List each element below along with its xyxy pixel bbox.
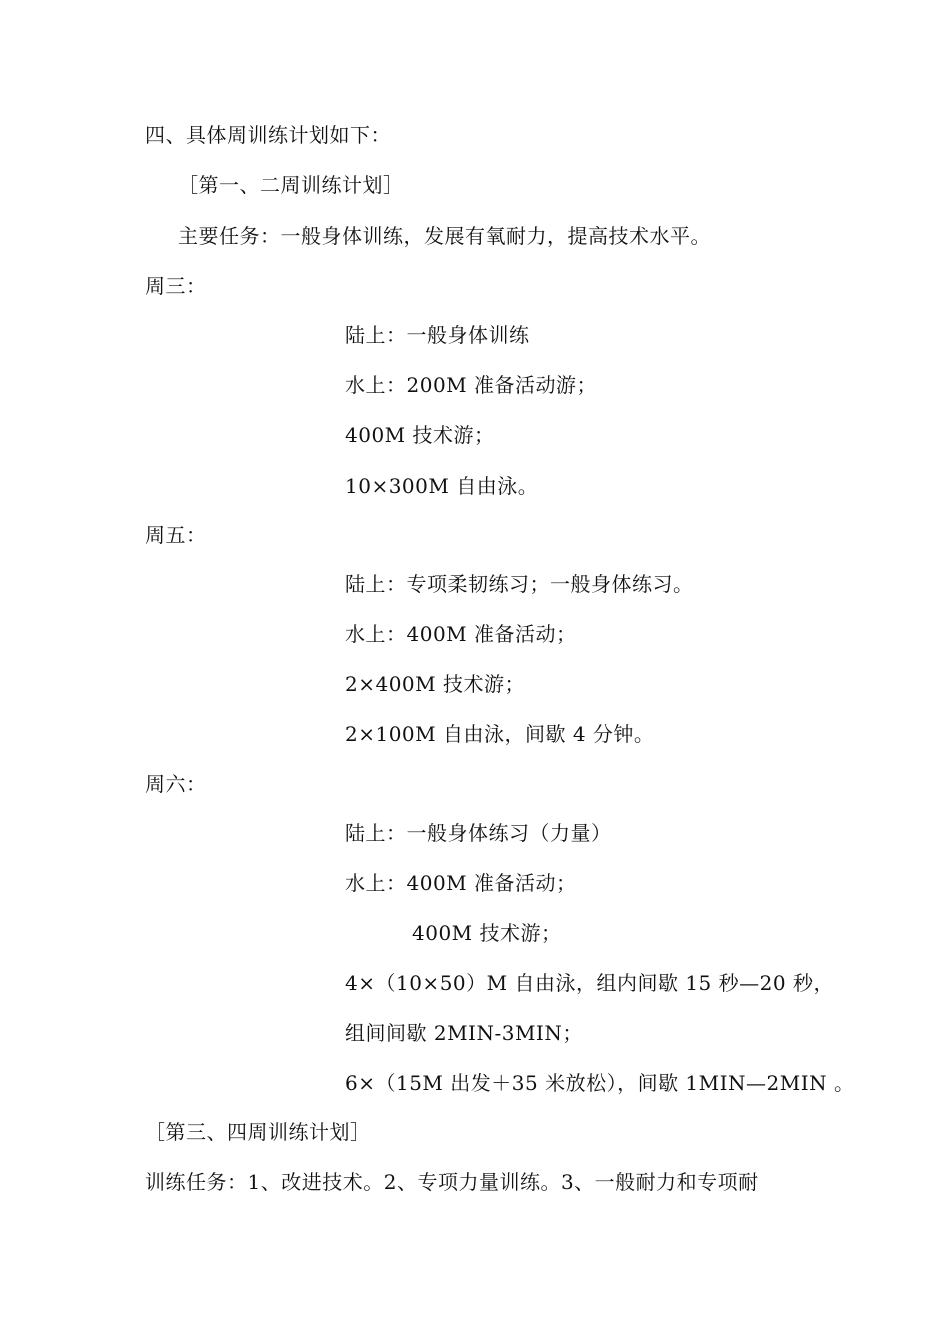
weeks-3-4-title: ［第三、四周训练计划］ [145,1120,371,1144]
saturday-starts: 6×（15M 出发＋35 米放松），间歇 1MIN—2MIN 。 [345,1071,855,1095]
weeks-3-4-task: 训练任务：1、改进技术。2、专项力量训练。3、一般耐力和专项耐 [145,1170,759,1194]
saturday-water: 水上：400M 准备活动； [345,871,577,895]
day-label-saturday: 周六： [145,772,207,796]
wednesday-freestyle: 10×300M 自由泳。 [345,474,539,498]
friday-technique: 2×400M 技术游； [345,672,525,696]
saturday-freestyle-sets: 4×（10×50）M 自由泳，组内间歇 15 秒—20 秒， [345,971,834,995]
day-label-friday: 周五： [145,523,207,547]
wednesday-technique: 400M 技术游； [345,423,495,447]
wednesday-land: 陆上：一般身体训练 [345,323,530,347]
saturday-technique: 400M 技术游； [412,921,562,945]
weeks-1-2-title: ［第一、二周训练计划］ [178,173,404,197]
section-heading: 四、具体周训练计划如下： [145,123,391,147]
weeks-1-2-task: 主要任务：一般身体训练，发展有氧耐力，提高技术水平。 [178,224,711,248]
friday-freestyle: 2×100M 自由泳，间歇 4 分钟。 [345,722,655,746]
wednesday-water: 水上：200M 准备活动游； [345,373,598,397]
saturday-land: 陆上：一般身体练习（力量） [345,821,612,845]
day-label-wednesday: 周三： [145,274,207,298]
friday-water: 水上：400M 准备活动； [345,622,577,646]
friday-land: 陆上：专项柔韧练习；一般身体练习。 [345,572,694,596]
saturday-set-rest: 组间间歇 2MIN-3MIN； [345,1021,583,1045]
